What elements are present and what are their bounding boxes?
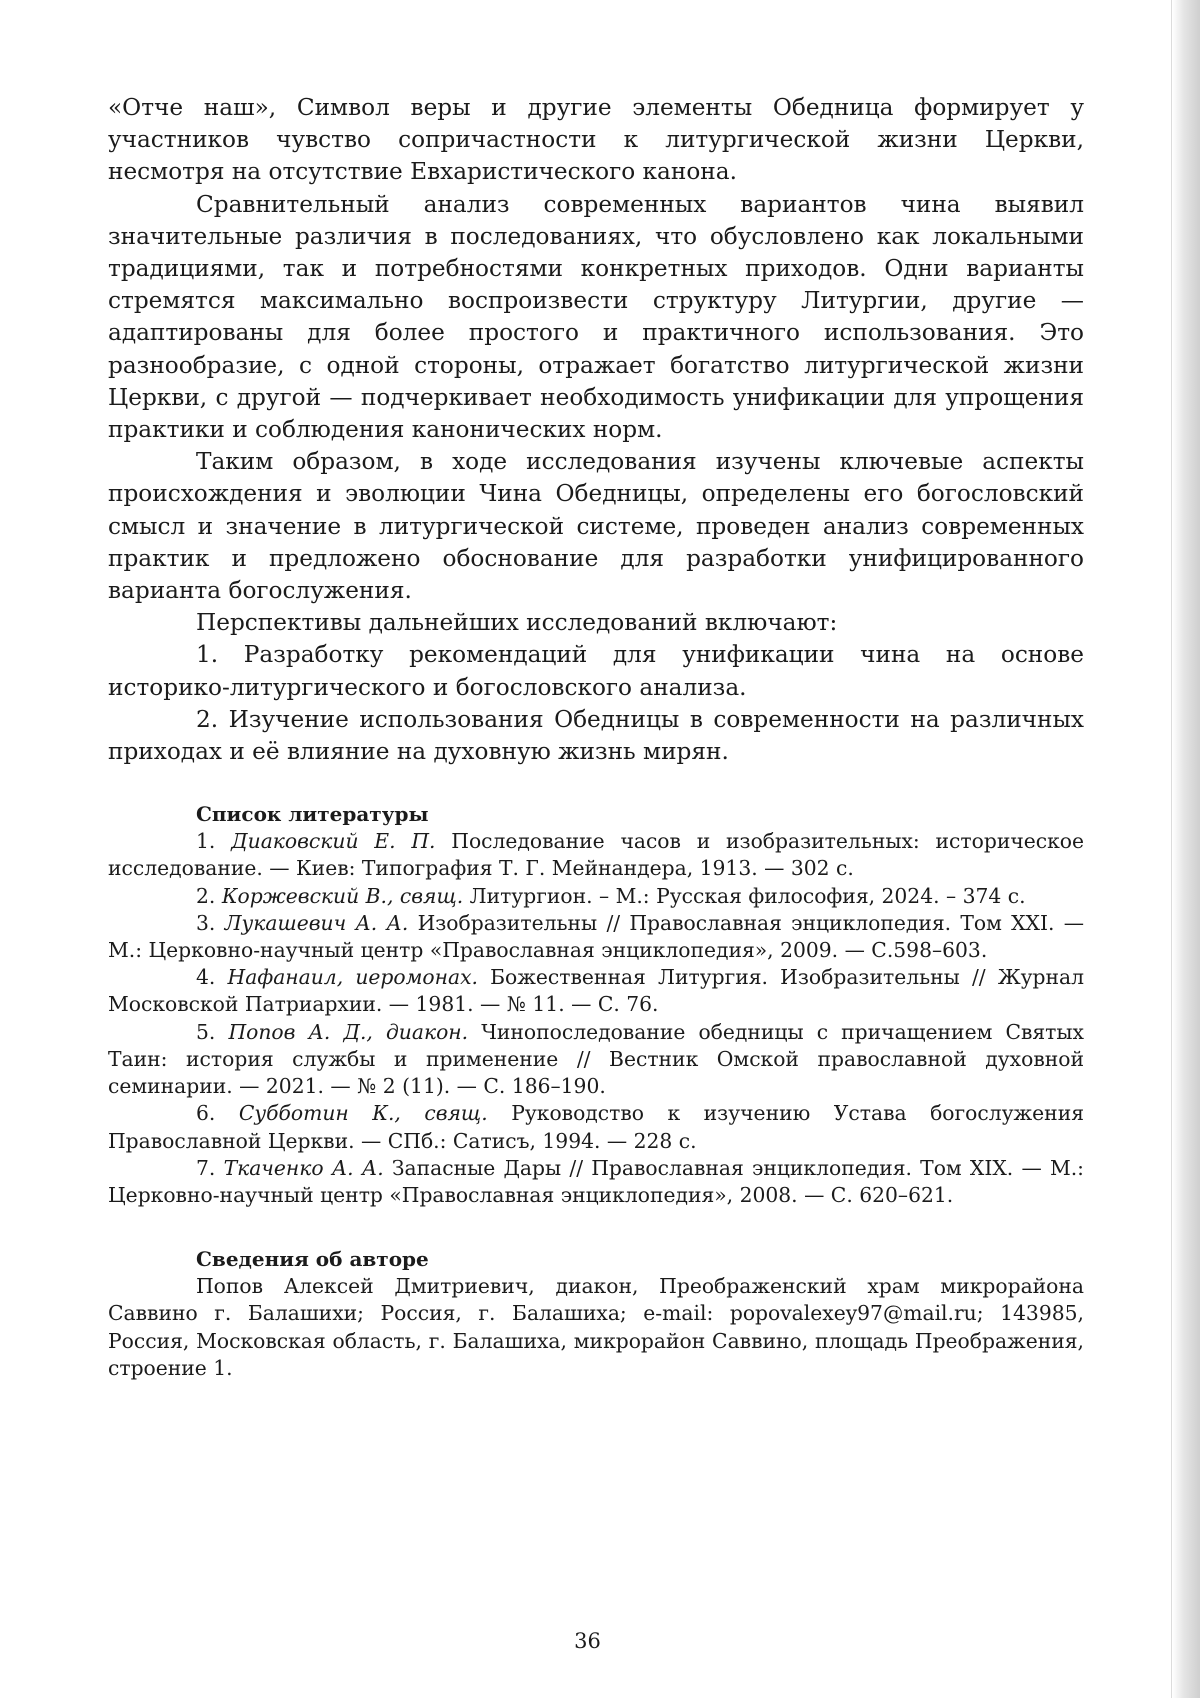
reference-text: Запасные Дары // Православная энциклопедия. Том XIX. — М.: Церковно-научный центр «Православная энциклопедия», 2008. — С. 620–621. [108, 1155, 1084, 1207]
reference-item [108, 883, 1084, 910]
list-item: 2. Изучение использования Обедницы в современности на различных приходах и её влияние на духовную жизнь мирян. [108, 705, 1084, 766]
author-info-text: Попов Алексей Дмитриевич, диакон, Преображенский храм микрорайона Саввино г. Балашихи; Россия, г. Балашиха; e-mail: popovalexey97@mail.ru; 143985, Россия, Московская область, г. Балашиха, микрорайон Саввино, площадь Преображения, строение 1. [108, 1274, 1084, 1380]
reference-number: 4. [196, 965, 216, 990]
reference-author: Диаковский Е. П. [231, 829, 436, 854]
body-paragraph: Сравнительный анализ современных вариантов чина выявил значительные различия в последованиях, что обусловлено как локальными традициями, так и потребностями конкретных приходов. Одни варианты стремятся максимально воспроизвести структуру Литургии, другие — адаптированы для более простого и практичного использования. Это разнообразие, с одной стороны, отражает богатство литургической жизни Церкви, с другой — подчеркивает необходимость унификации для упрощения практики и соблюдения канонических норм. [108, 190, 1084, 444]
body-paragraph: Перспективы дальнейших исследований включают: [196, 609, 838, 637]
page-content [108, 92, 1084, 1382]
reference-item [108, 1019, 1084, 1101]
reference-number: 7. [196, 1155, 216, 1180]
reference-text: Божественная Литургия. Изобразительны // Журнал Московской Патриархии. — 1981. — № 11. — С. 76. [108, 965, 1085, 1017]
reference-item [108, 1100, 1084, 1154]
reference-item [108, 964, 1084, 1018]
references-title: Список литературы [196, 802, 429, 827]
reference-text: Литургион. – М.: Русская философия, 2024. – 374 с. [469, 883, 1026, 908]
reference-text: Руководство к изучению Устава богослужения Православной Церкви. — СПб.: Сатисъ, 1994. — 228 с. [108, 1101, 1084, 1153]
page-number: 36 [574, 1629, 601, 1653]
reference-author: Коржевский В., свящ. [221, 883, 464, 908]
reference-number: 6. [196, 1101, 216, 1126]
author-info-title: Сведения об авторе [196, 1247, 429, 1272]
reference-text: Изобразительны // Православная энциклопедия. Том XXI. — М.: Церковно-научный центр «Православная энциклопедия», 2009. — С.598–603. [108, 910, 1084, 963]
reference-item [108, 910, 1084, 964]
reference-author: Ткаченко А. А. [223, 1155, 384, 1180]
reference-number: 1. [196, 829, 216, 854]
reference-number: 3. [196, 910, 216, 935]
body-paragraph: «Отче наш», Символ веры и другие элементы Обедница формирует у участников чувство сопричастности к литургической жизни Церкви, несмотря на отсутствие Евхаристического канона. [108, 94, 1084, 186]
reference-item [108, 828, 1084, 882]
reference-item [108, 1155, 1084, 1209]
reference-author: Лукашевич А. А. [224, 910, 409, 935]
body-paragraph: Таким образом, в ходе исследования изучены ключевые аспекты происхождения и эволюции Чина Обедницы, определены его богословский смысл и значение в литургической системе, проведен анализ современных практик и предложено обоснование для разработки унифицированного варианта богослужения. [108, 448, 1084, 605]
list-item: 1. Разработку рекомендаций для унификации чина на основе историко-литургического и богословского анализа. [108, 641, 1084, 701]
reference-text: Последование часов и изобразительных: историческое исследование. — Киев: Типография Т. Г. Мейнандера, 1913. — 302 с. [108, 829, 1085, 881]
reference-number: 5. [196, 1019, 216, 1044]
reference-author: Попов А. Д., диакон. [228, 1019, 469, 1044]
reference-author: Нафанаил, иеромонах. [227, 965, 478, 990]
reference-text: Чинопоследование обедницы с причащением Святых Таин: история службы и применение // Вестник Омской православной духовной семинарии. — 2021. — № 2 (11). — С. 186–190. [108, 1019, 1084, 1099]
reference-author: Субботин К., свящ. [238, 1101, 488, 1126]
reference-number: 2. [196, 883, 216, 908]
page-shadow [1172, 0, 1200, 1698]
